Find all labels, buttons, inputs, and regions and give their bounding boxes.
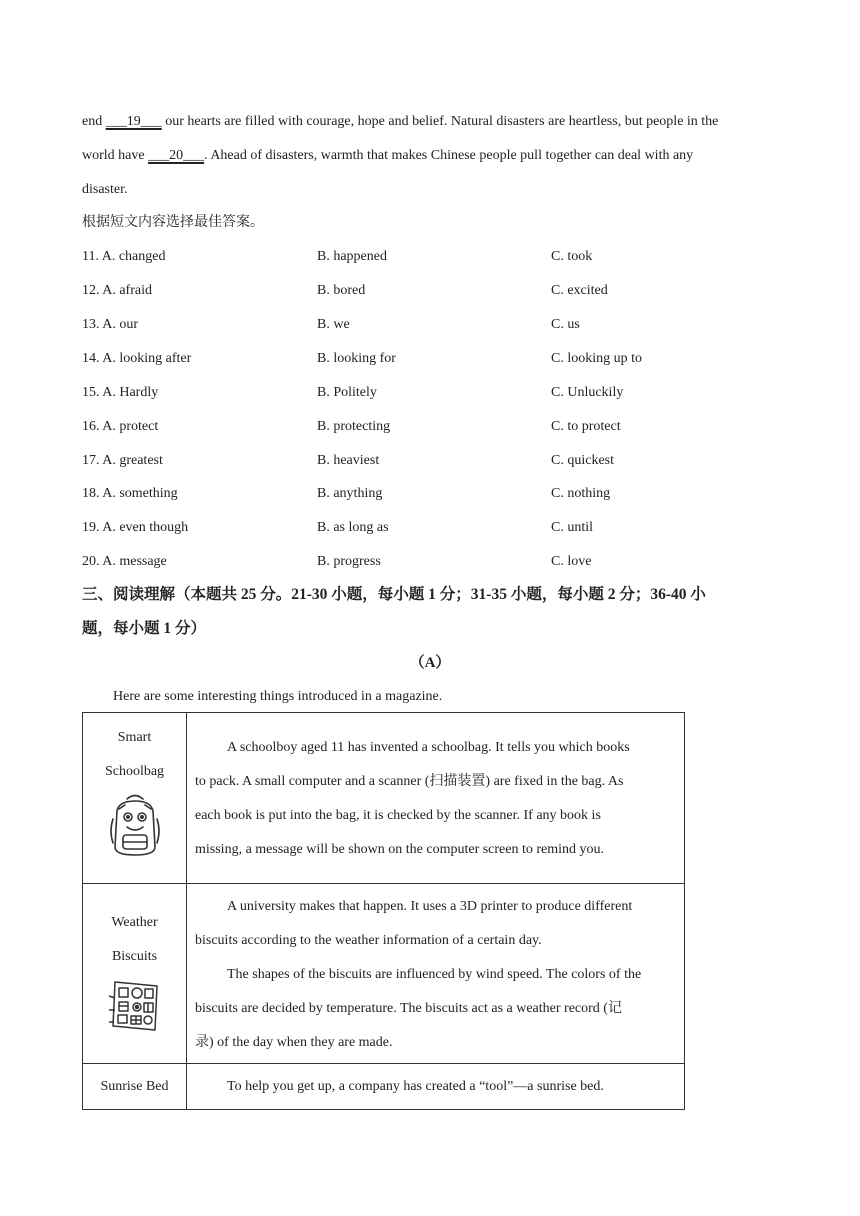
option-c: C. love	[551, 554, 592, 569]
option-a: 19. A. even though	[82, 520, 189, 535]
option-a: 12. A. afraid	[82, 283, 152, 298]
option-c: C. looking up to	[551, 351, 643, 366]
item-name: Schoolbag	[104, 764, 165, 779]
item-description-cell	[187, 713, 685, 884]
table-row	[83, 884, 685, 1064]
option-b: B. Politely	[317, 385, 377, 400]
option-b: B. looking for	[317, 351, 396, 366]
option-b: B. as long as	[317, 520, 389, 535]
item-name: Weather	[111, 915, 158, 930]
option-b: B. heaviest	[317, 453, 380, 468]
part-label: （A）	[409, 655, 451, 671]
option-a: 16. A. protect	[82, 419, 159, 434]
description-line: missing, a message will be shown on the computer screen to remind you.	[195, 842, 605, 857]
option-a: 11. A. changed	[82, 249, 166, 264]
item-name: Biscuits	[111, 949, 158, 964]
option-b: B. happened	[317, 249, 387, 264]
option-a: 18. A. something	[82, 486, 178, 501]
passage-text: world have	[82, 148, 149, 163]
option-b: B. bored	[317, 283, 366, 298]
passage-line-2	[82, 146, 693, 166]
intro-text: Here are some interesting things introduced in a magazine.	[113, 689, 443, 704]
option-c: C. excited	[551, 283, 608, 298]
section-heading: 三、阅读理解（本题共 25 分。21-30 小题，每小题 1 分；31-35 小题，每小题 2 分；36-40 小	[82, 586, 706, 603]
option-a: 13. A. our	[82, 317, 138, 332]
option-c: C. took	[551, 249, 593, 264]
blank-19: ___19___	[105, 114, 162, 129]
description-line: 录) of the day when they are made.	[195, 1035, 393, 1050]
option-c: C. Unluckily	[551, 385, 624, 400]
description-line: to pack. A small computer and a scanner (扫描装置) are fixed in the bag. As	[195, 774, 624, 789]
blank-20: ___20___	[148, 148, 205, 163]
item-name-cell	[83, 713, 187, 884]
option-b: B. anything	[317, 486, 383, 501]
description-line: The shapes of the biscuits are influenced by wind speed. The colors of the	[227, 967, 642, 982]
schoolbag-icon	[107, 791, 163, 859]
description-line: biscuits are decided by temperature. The biscuits act as a weather record (记	[195, 1001, 622, 1016]
option-b: B. we	[317, 317, 350, 332]
section-heading-cont: 题，每小题 1 分）	[82, 620, 207, 637]
passage-text: . Ahead of disasters, warmth that makes Chinese people pull together can deal with any	[204, 148, 694, 163]
item-name: Sunrise Bed	[100, 1079, 169, 1094]
passage-text: our hearts are filled with courage, hope and belief. Natural disasters are heartless, but people in the	[161, 114, 719, 129]
description-line: A university makes that happen. It uses a 3D printer to produce different	[227, 899, 633, 914]
option-a: 15. A. Hardly	[82, 385, 159, 400]
item-name-cell	[83, 1064, 187, 1110]
table-row	[83, 713, 685, 884]
description-line: each book is put into the bag, it is checked by the scanner. If any book is	[195, 808, 601, 823]
item-name: Smart	[117, 730, 152, 745]
option-c: C. nothing	[551, 486, 611, 501]
option-c: C. quickest	[551, 453, 614, 468]
description-line: biscuits according to the weather information of a certain day.	[195, 933, 542, 948]
option-a: 14. A. looking after	[82, 351, 192, 366]
item-name-cell	[83, 884, 187, 1064]
option-c: C. until	[551, 520, 594, 535]
instruction: 根据短文内容选择最佳答案。	[82, 215, 264, 230]
item-description-cell	[187, 1064, 685, 1110]
option-c: C. us	[551, 317, 580, 332]
option-b: B. protecting	[317, 419, 391, 434]
option-b: B. progress	[317, 554, 381, 569]
option-c: C. to protect	[551, 419, 621, 434]
magazine-table	[82, 712, 685, 1110]
passage-line-1	[82, 112, 718, 132]
option-a: 17. A. greatest	[82, 453, 163, 468]
description-line: To help you get up, a company has created a “tool”—a sunrise bed.	[227, 1079, 604, 1094]
option-a: 20. A. message	[82, 554, 167, 569]
item-description-cell	[187, 884, 685, 1064]
description-line: A schoolboy aged 11 has invented a schoolbag. It tells you which books	[227, 740, 630, 755]
biscuits-icon	[107, 976, 163, 1034]
passage-text: end	[82, 114, 106, 129]
passage-line-3: disaster.	[82, 182, 128, 197]
table-row	[83, 1064, 685, 1110]
